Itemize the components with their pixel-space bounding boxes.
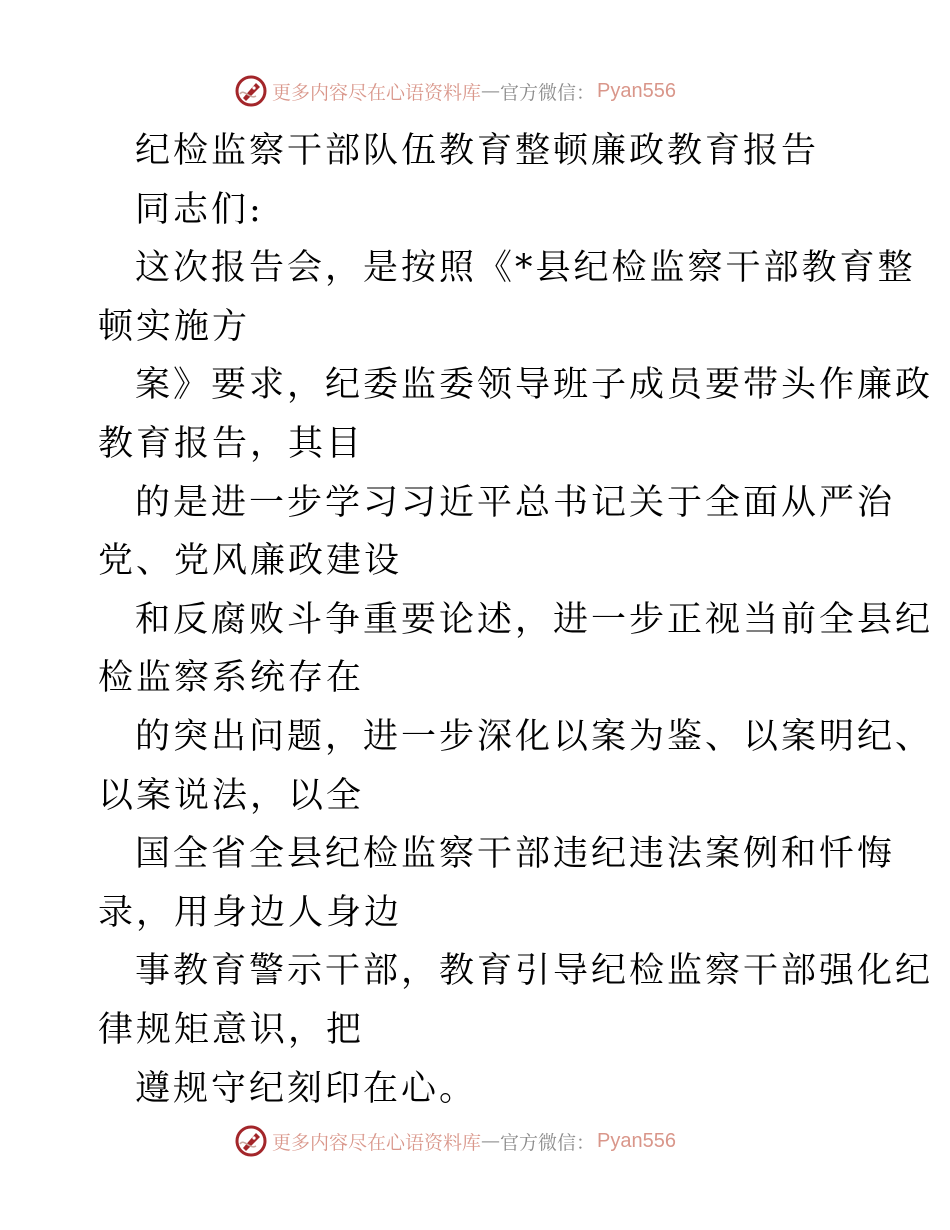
document-title: 纪检监察干部队伍教育整顿廉政教育报告 [135, 131, 820, 171]
body-line: 教育报告，其目 [98, 423, 365, 464]
watermark-wechat-label: 官方微信： [500, 1131, 596, 1154]
watermark-brand-text: 更多内容尽在心语资料库 [272, 1131, 482, 1154]
salutation: 同志们: [135, 189, 264, 230]
watermark-brand-text: 更多内容尽在心语资料库 [272, 81, 482, 104]
body-line: 案》要求，纪委监委领导班子成员要带头作廉政 [135, 365, 934, 406]
pen-nib-logo-icon [234, 74, 268, 108]
body-line: 这次报告会，是按照《*县纪检监察干部教育整 [135, 248, 916, 289]
body-line: 检监察系统存在 [98, 658, 365, 699]
body-line: 党、党风廉政建设 [98, 541, 403, 582]
body-line: 国全省全县纪检监察干部违纪违法案例和忏悔 [135, 834, 896, 875]
body-line: 的突出问题，进一步深化以案为鉴、以案明纪、 [135, 716, 934, 757]
watermark-header [234, 71, 676, 111]
body-line: 和反腐败斗争重要论述，进一步正视当前全县纪 [135, 599, 934, 640]
body-line: 以案说法，以全 [98, 775, 365, 816]
watermark-dash: — [481, 1130, 501, 1152]
body-line: 遵规守纪刻印在心。 [135, 1068, 478, 1109]
watermark-wechat-id: Pyan556 [597, 79, 676, 102]
watermark-wechat-id: Pyan556 [597, 1129, 676, 1152]
body-line: 录，用身边人身边 [98, 892, 403, 933]
document-body [98, 122, 934, 1118]
body-line: 的是进一步学习习近平总书记关于全面从严治 [135, 482, 896, 523]
body-line: 律规矩意识，把 [98, 1009, 365, 1050]
pen-nib-logo-icon [234, 1124, 268, 1158]
body-line: 事教育警示干部，教育引导纪检监察干部强化纪 [135, 951, 934, 992]
watermark-footer [234, 1121, 676, 1161]
watermark-dash: — [481, 80, 501, 102]
watermark-wechat-label: 官方微信： [500, 81, 596, 104]
body-line: 顿实施方 [98, 306, 251, 347]
